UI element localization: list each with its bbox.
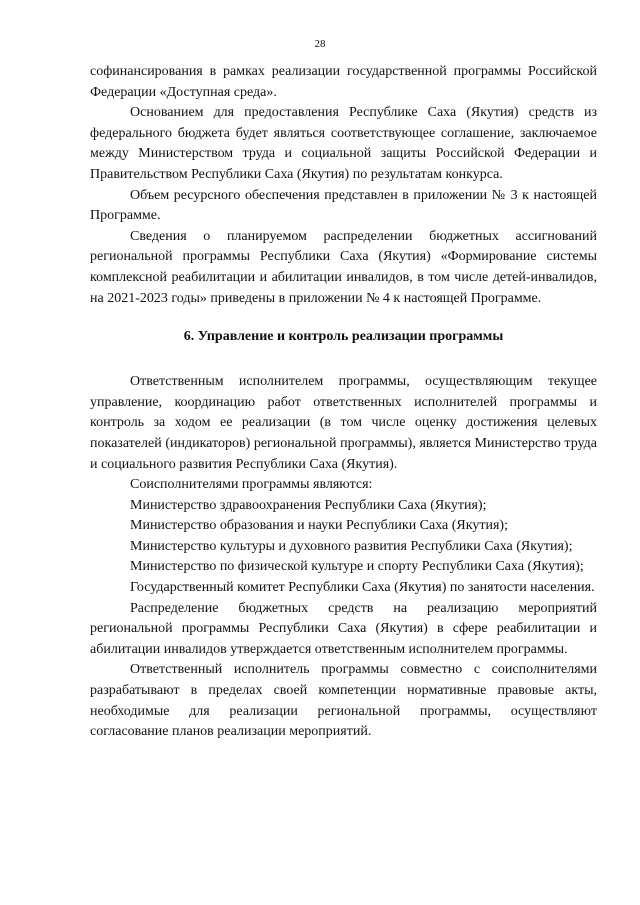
paragraph: Основанием для предоставления Республике Саха (Якутия) средств из федерального бюджета будет являться соответствующее соглашение, заключаемое между Министерством труда и социальной защиты Российской Федерации и Правительством Республики Саха (Якутия) по результатам конкурса.: [90, 105, 597, 182]
document-body: [90, 62, 597, 743]
paragraph: Ответственным исполнителем программы, осуществляющим текущее управление, координацию работ ответственных исполнителей программы и контроль за ходом ее реализации (в том числе оценку достижения целевых показателей (индикаторов) региональной программы), является Министерство труда и социального развития Республики Саха (Якутия).: [90, 374, 597, 472]
paragraph: Объем ресурсного обеспечения представлен в приложении № 3 к настоящей Программе.: [90, 187, 597, 224]
paragraph: Министерство здравоохранения Республики Саха (Якутия);: [130, 497, 487, 513]
paragraph: Государственный комитет Республики Саха (Якутия) по занятости населения.: [130, 580, 595, 596]
paragraphs-after-section: [90, 372, 597, 743]
paragraph: Ответственный исполнитель программы совместно с соисполнителями разрабатывают в пределах своей компетенции нормативные правовые акты, необходимые для реализации региональной программы, осуществляют согласование планов реализации мероприятий.: [90, 662, 597, 740]
paragraph: Сведения о планируемом распределении бюджетных ассигнований региональной программы Республики Саха (Якутия) «Формирование системы комплексной реабилитации и абилитации инвалидов, в том числе детей-инвалидов, на 2021-2023 годы» приведены в приложении № 4 к настоящей Программе.: [90, 228, 597, 306]
paragraph: Министерство культуры и духовного развития Республики Саха (Якутия);: [130, 538, 573, 554]
page-number: 28: [314, 38, 326, 50]
paragraph: Министерство образования и науки Республики Саха (Якутия);: [130, 518, 508, 534]
paragraph: Соисполнителями программы являются:: [130, 477, 373, 493]
paragraph: Распределение бюджетных средств на реализацию мероприятий региональной программы Республики Саха (Якутия) в сфере реабилитации и абилитации инвалидов утверждается ответственным исполнителем программы.: [90, 600, 597, 657]
paragraphs-before-section: [90, 62, 597, 309]
paragraph: Министерство по физической культуре и спорту Республики Саха (Якутия);: [130, 559, 584, 575]
section-heading: 6. Управление и контроль реализации программы: [183, 329, 504, 345]
paragraph: софинансирования в рамках реализации государственной программы Российской Федерации «Доступная среда».: [90, 64, 597, 100]
